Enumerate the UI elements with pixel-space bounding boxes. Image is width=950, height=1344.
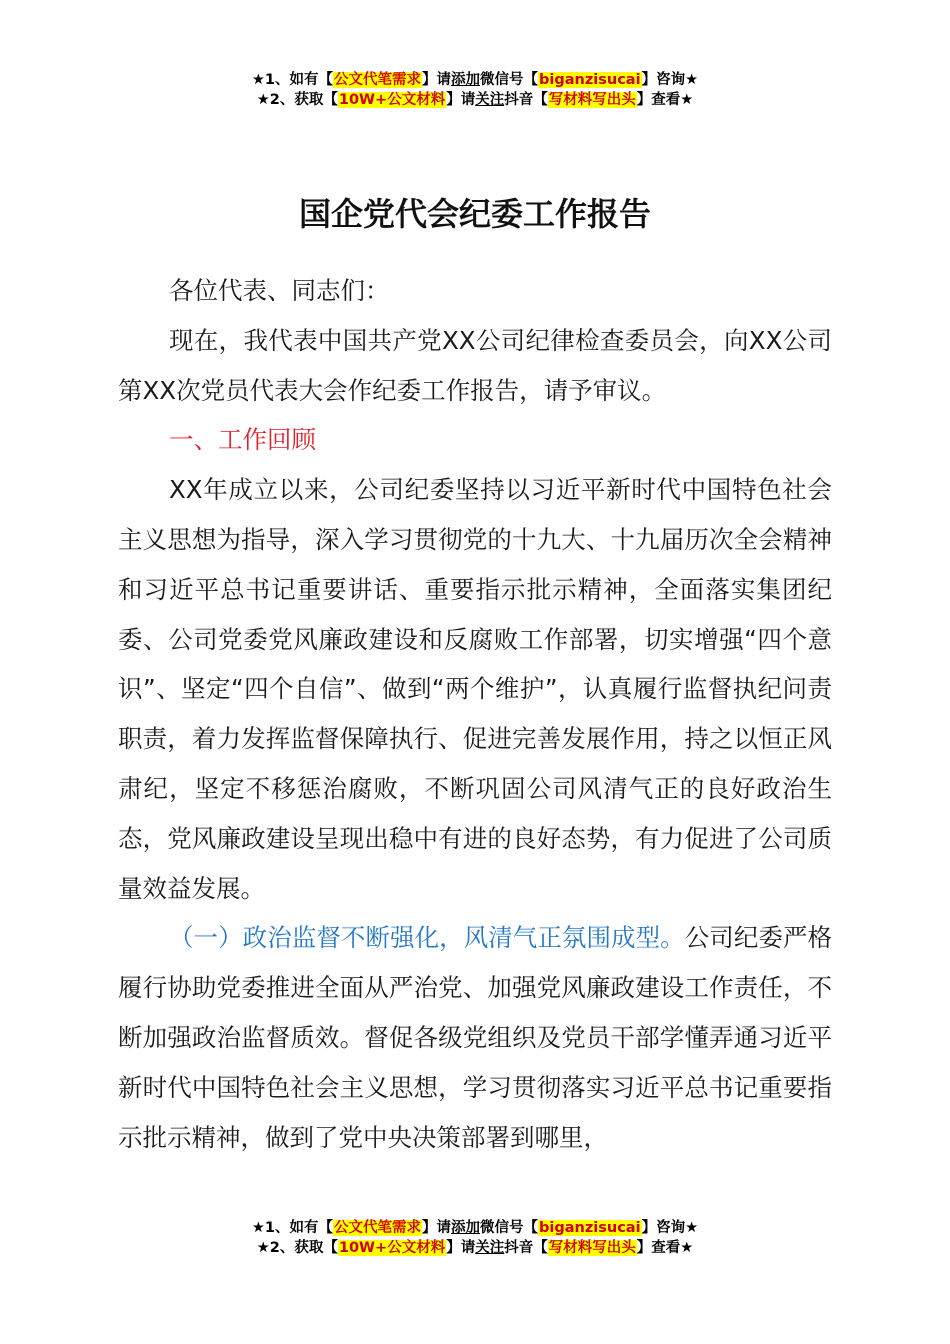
- banner-text: ★2、获取【: [256, 92, 338, 108]
- banner-highlight: 公文代笔需求: [334, 72, 422, 88]
- banner-text: 】请: [446, 92, 476, 108]
- banner-highlight: biganzisucai: [539, 1220, 641, 1236]
- banner-underlined-text: 关注: [475, 1240, 505, 1256]
- banner-text: ★1、如有【: [251, 72, 334, 88]
- subsection-text: 公司纪委严格履行协助党委推进全面从严治党、加强党风廉政建设工作责任，不断加强政治监督质效。督促各级党组织及党员干部学懂弄通习近平新时代中国特色社会主义思想，学习贯彻落实习近平总书记重要指示批示精神，做到了党中央决策部署到哪里，: [118, 923, 833, 1152]
- intro-paragraph: 现在，我代表中国共产党XX公司纪律检查委员会，向XX公司第XX次党员代表大会作纪委工作报告，请予审议。: [118, 325, 832, 405]
- banner-text: 抖音【: [504, 92, 548, 108]
- banner-text: 】查看★: [636, 92, 694, 108]
- banner-text: ★2、获取【: [256, 1240, 338, 1256]
- banner-text: 微信号【: [480, 72, 539, 88]
- banner-text: 】请: [422, 1220, 452, 1236]
- banner-text: ★1、如有【: [251, 1220, 334, 1236]
- banner-text: 抖音【: [504, 1240, 548, 1256]
- banner-underlined-text: 添加: [451, 1220, 481, 1236]
- banner-highlight: biganzisucai: [539, 72, 641, 88]
- subsection-paragraph: [118, 913, 832, 1162]
- banner-line-2: [0, 1238, 950, 1258]
- banner-underlined-text: 添加: [451, 72, 481, 88]
- banner-line-1: [0, 70, 950, 90]
- bottom-banner: [0, 1218, 950, 1258]
- top-banner: [0, 70, 950, 110]
- banner-line-1: [0, 1218, 950, 1238]
- banner-text: 】请: [422, 72, 452, 88]
- subsection-heading: （一）政治监督不断强化，风清气正氛围成型。: [169, 923, 685, 953]
- banner-highlight: 写材料写出头: [548, 1240, 636, 1256]
- banner-highlight: 10W+公文材料: [338, 1240, 446, 1256]
- banner-text: 】咨询★: [641, 1220, 699, 1236]
- banner-text: 】请: [446, 1240, 476, 1256]
- banner-text: 】咨询★: [641, 72, 699, 88]
- section-paragraph: XX年成立以来，公司纪委坚持以习近平新时代中国特色社会主义思想为指导，深入学习贯彻党的十九大、十九届历次全会精神和习近平总书记重要讲话、重要指示批示精神，全面落实集团纪委、公司党委党风廉政建设和反腐败工作部署，切实增强“四个意识”、坚定“四个自信”、做到“两个维护”，认真履行监督执纪问责职责，着力发挥监督保障执行、促进完善发展作用，持之以恒正风肃纪，坚定不移惩治腐败，不断巩固公司风清气正的良好政治生态，党风廉政建设呈现出稳中有进的良好态势，有力促进了公司质量效益发展。: [118, 475, 832, 903]
- banner-text: 】查看★: [636, 1240, 694, 1256]
- document-title: 国企党代会纪委工作报告: [298, 195, 651, 233]
- salutation: 各位代表、同志们：: [169, 276, 390, 305]
- document-body: [118, 266, 832, 1162]
- section-heading: 一、工作回顾: [169, 425, 316, 455]
- banner-highlight: 公文代笔需求: [334, 1220, 422, 1236]
- banner-text: 微信号【: [480, 1220, 539, 1236]
- banner-highlight: 写材料写出头: [548, 92, 636, 108]
- banner-underlined-text: 关注: [475, 92, 505, 108]
- banner-line-2: [0, 90, 950, 110]
- banner-highlight: 10W+公文材料: [338, 92, 446, 108]
